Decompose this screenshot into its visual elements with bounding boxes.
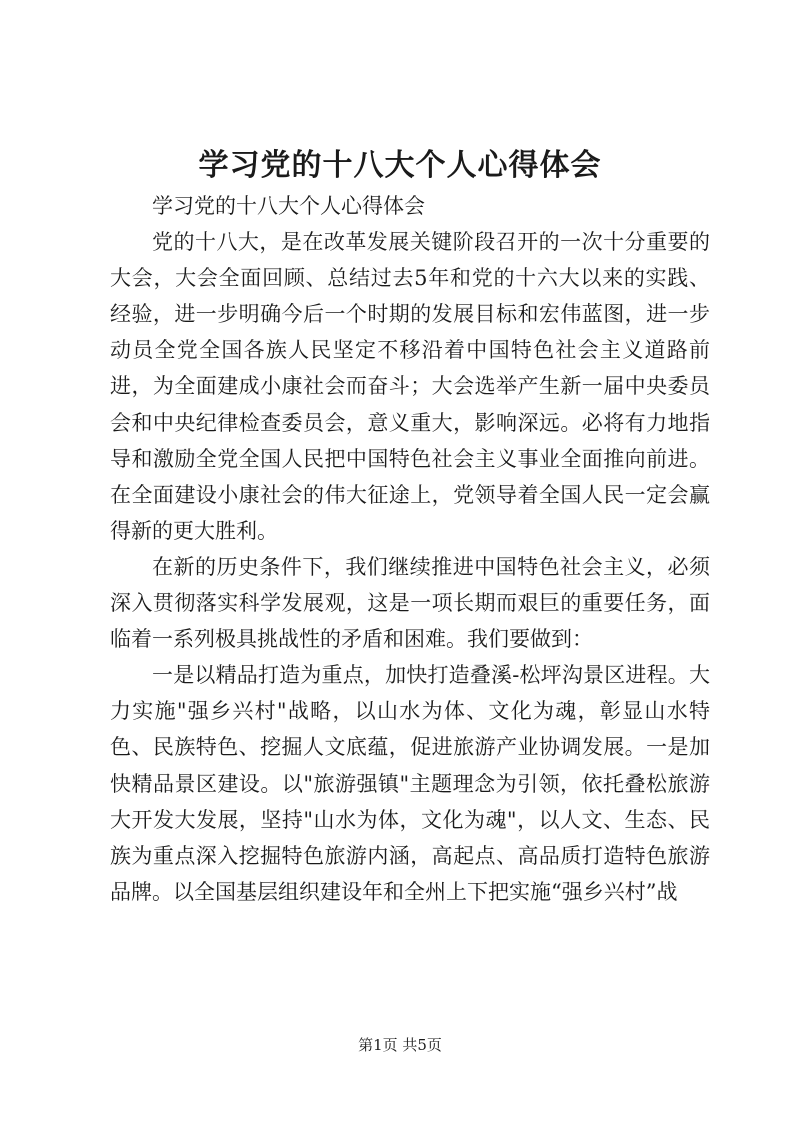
page-number-footer: 第1页 共5页 bbox=[358, 1036, 442, 1054]
body-paragraph: 一是以精品打造为重点，加快打造叠溪-松坪沟景区进程。大力实施"强乡兴村"战略，以山水为体、文化为魂，彰显山水特色、民族特色、挖掘人文底蕴，促进旅游产业协调发展。一是加快精品景区建设。以"旅游强镇"主题理念为引领，依托叠松旅游大开发大发展，坚持"山水为体，文化为魂"，以人文、生态、民族为重点深入挖掘特色旅游内涵，高起点、高品质打造特色旅游品牌。以全国基层组织建设年和全州上下把实施“强乡兴村”战 bbox=[110, 663, 710, 904]
document-title: 学习党的十八大个人心得体会 bbox=[198, 148, 602, 183]
document-body bbox=[110, 188, 710, 910]
subtitle-paragraph: 学习党的十八大个人心得体会 bbox=[152, 194, 425, 218]
body-paragraph: 党的十八大，是在改革发展关键阶段召开的一次十分重要的大会，大会全面回顾、总结过去5年和党的十六大以来的实践、经验，进一步明确今后一个时期的发展目标和宏伟蓝图，进一步动员全党全国各族人民坚定不移沿着中国特色社会主义道路前进，为全面建成小康社会而奋斗；大会选举产生新一届中央委员会和中央纪律检查委员会，意义重大，影响深远。必将有力地指导和激励全党全国人民把中国特色社会主义事业全面推向前进。在全面建设小康社会的伟大征途上，党领导着全国人民一定会赢得新的更大胜利。 bbox=[110, 230, 710, 543]
body-paragraph: 在新的历史条件下，我们继续推进中国特色社会主义，必须深入贯彻落实科学发展观，这是一项长期而艰巨的重要任务，面临着一系列极具挑战性的矛盾和困难。我们要做到： bbox=[110, 554, 710, 652]
